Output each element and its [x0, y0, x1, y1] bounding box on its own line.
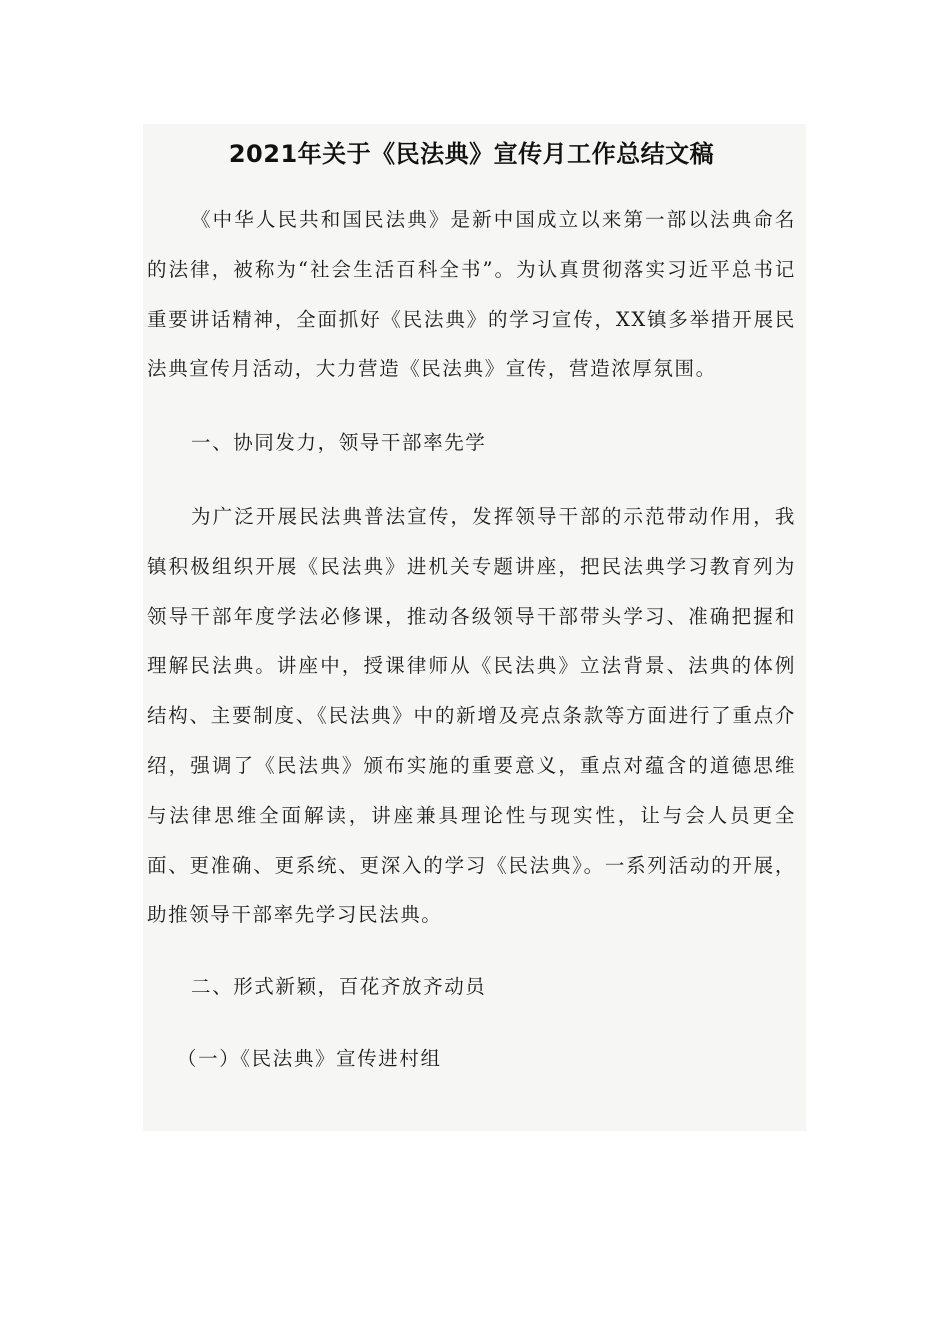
subsection-heading-1: （一）《民法典》宣传进村组 [177, 1046, 442, 1070]
section-1-paragraph: 为广泛开展民法典普法宣传，发挥领导干部的示范带动作用，我镇积极组织开展《民法典》进机关专题讲座，把民法典学习教育列为领导干部年度学法必修课，推动各级领导干部带头学习、准确把握和理解民法典。讲座中，授课律师从《民法典》立法背景、法典的体例结构、主要制度、《民法典》中的新增及亮点条款等方面进行了重点介绍，强调了《民法典》颁布实施的重要意义，重点对蕴含的道德思维与法律思维全面解读，讲座兼具理论性与现实性，让与会人员更全面、更准确、更系统、更深入的学习《民法典》。一系列活动的开展，助推领导干部率先学习民法典。 [147, 504, 796, 927]
document-title: 2021年关于《民法典》宣传月工作总结文稿 [228, 140, 715, 168]
section-heading-2: 二、形式新颖，百花齐放齐动员 [191, 975, 487, 999]
section-heading-1: 一、协同发力，领导干部率先学 [191, 431, 487, 455]
intro-paragraph: 《中华人民共和国民法典》是新中国成立以来第一部以法典命名的法律，被称为“社会生活百科全书”。为认真贯彻落实习近平总书记重要讲话精神，全面抓好《民法典》的学习宣传，XX镇多举措开展民法典宣传月活动，大力营造《民法典》宣传，营造浓厚氛围。 [147, 208, 796, 381]
document-page [143, 124, 806, 1131]
